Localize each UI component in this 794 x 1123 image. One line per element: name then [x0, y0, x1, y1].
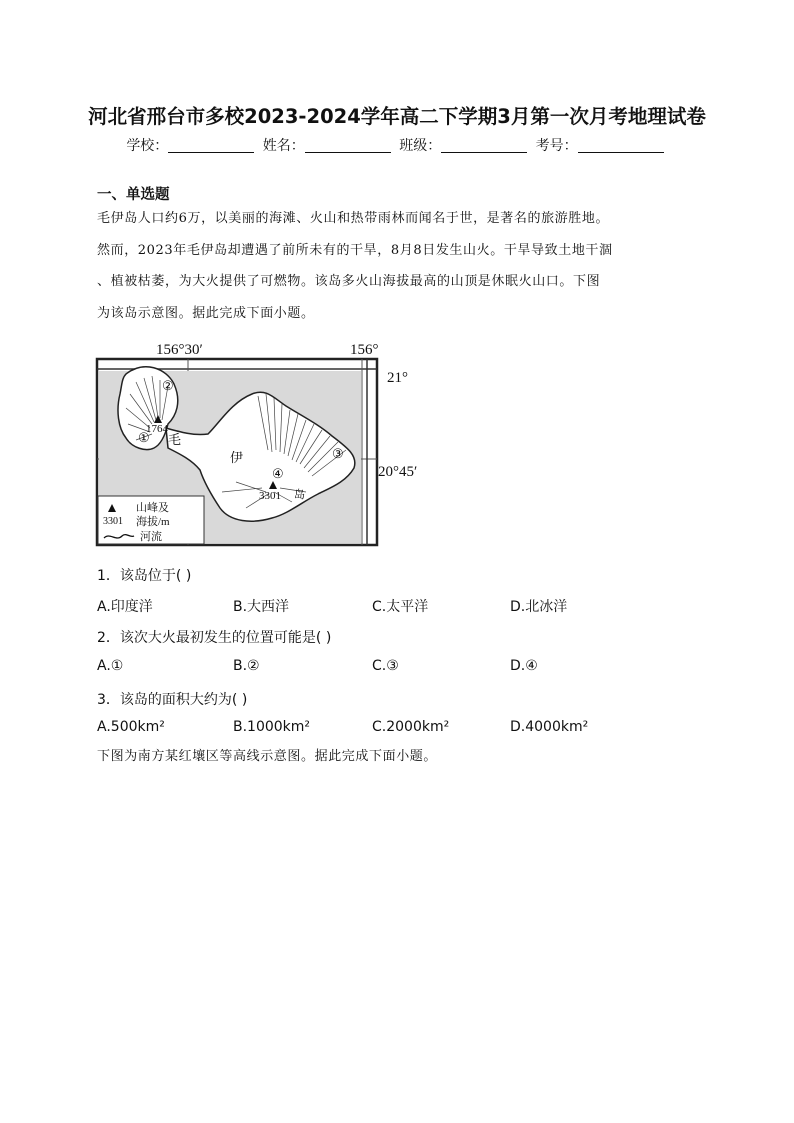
q3-option-a[interactable]: A.500km² — [97, 719, 165, 735]
q1-option-a[interactable]: A.印度洋 — [97, 599, 153, 615]
class-label: 班级： — [399, 138, 442, 154]
legend-river-label: 河流 — [140, 531, 162, 543]
passage-line: 毛伊岛人口约6万，以美丽的海滩、火山和热带雨林而闻名于世，是著名的旅游胜地。 — [97, 211, 610, 226]
q3-option-c[interactable]: C.2000km² — [372, 719, 450, 735]
class-blank[interactable] — [441, 138, 527, 153]
passage — [97, 203, 701, 329]
lat-label-bottom: 20°45′ — [378, 464, 418, 480]
question-2: 2．该次大火最初发生的位置可能是( ) — [97, 630, 332, 646]
name-label: 姓名： — [262, 138, 305, 154]
marker-1: ① — [138, 430, 150, 445]
legend-peak-value: 3301 — [103, 516, 123, 527]
question-1: 1．该岛位于( ) — [97, 568, 192, 584]
lon-label-left: 156°30′ — [156, 342, 203, 358]
peak-west-elevation: 1764 — [146, 423, 168, 435]
number-blank[interactable] — [578, 138, 664, 153]
peak-east-elevation: 3301 — [259, 490, 281, 502]
q2-option-a[interactable]: A.① — [97, 658, 124, 674]
marker-2: ② — [162, 378, 174, 393]
exam-title: 河北省邢台市多校2023-2024学年高二下学期3月第一次月考地理试卷 — [88, 105, 706, 128]
school-blank[interactable] — [168, 138, 254, 153]
q3-option-d[interactable]: D.4000km² — [510, 719, 589, 735]
next-passage-intro: 下图为南方某红壤区等高线示意图。据此完成下面小题。 — [97, 749, 438, 764]
island-name-char: 毛 — [168, 432, 182, 447]
q1-option-c[interactable]: C.太平洋 — [372, 599, 429, 615]
marker-4: ④ — [272, 466, 284, 481]
passage-line: 然而，2023年毛伊岛却遭遇了前所未有的干旱，8月8日发生山火。干旱导致土地干涸 — [97, 242, 613, 258]
legend-peak-text: 山峰及 — [136, 502, 169, 514]
passage-line: 为该岛示意图。据此完成下面小题。 — [97, 305, 315, 321]
school-label: 学校： — [126, 138, 169, 154]
q1-option-b[interactable]: B.大西洋 — [233, 599, 290, 615]
q2-option-b[interactable]: B.② — [233, 658, 260, 674]
island-name-char: 伊 — [230, 450, 244, 465]
section-heading: 一、单选题 — [97, 187, 170, 203]
lon-label-right: 156° — [350, 342, 379, 358]
q2-option-d[interactable]: D.④ — [510, 658, 538, 674]
name-blank[interactable] — [305, 138, 391, 153]
student-info-row — [0, 135, 794, 155]
legend-peak-unit: 海拔/m — [136, 516, 170, 528]
number-label: 考号： — [535, 138, 578, 154]
passage-line: 、植被枯萎，为大火提供了可燃物。该岛多火山海拔最高的山顶是休眠火山口。下图 — [97, 274, 601, 289]
island-name-char: 岛 — [294, 489, 305, 501]
q1-option-d[interactable]: D.北冰洋 — [510, 599, 568, 615]
lat-label-top: 21° — [387, 370, 408, 386]
q3-option-b[interactable]: B.1000km² — [233, 719, 311, 735]
q2-option-c[interactable]: C.③ — [372, 658, 399, 674]
question-3: 3．该岛的面积大约为( ) — [97, 692, 248, 708]
marker-3: ③ — [332, 446, 344, 461]
